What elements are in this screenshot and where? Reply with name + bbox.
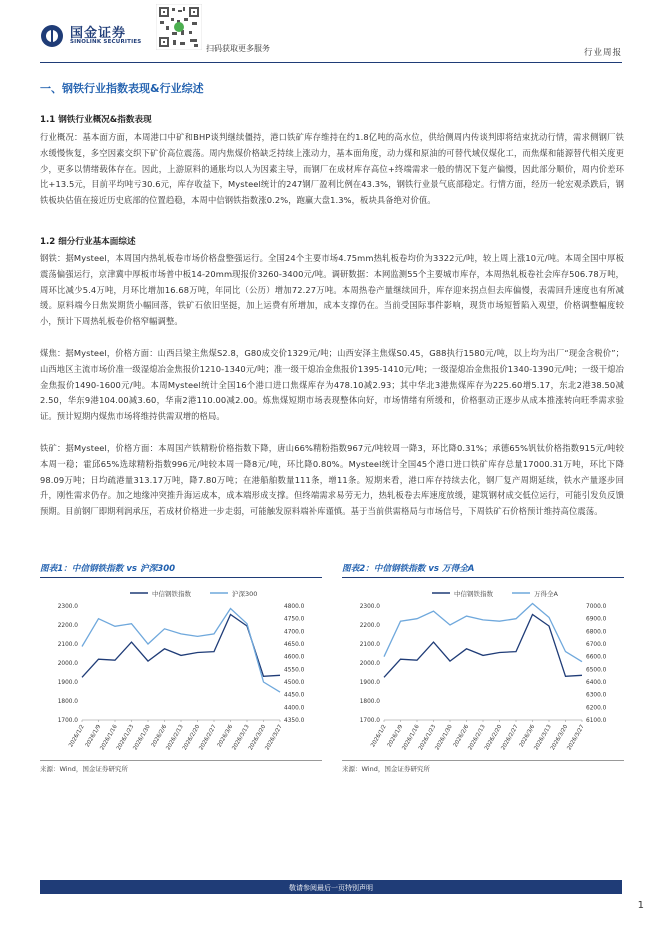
series-line-1 [384,604,582,662]
x-tick-label: 2026/2/20 [483,724,504,752]
x-tick-label: 2026/2/6 [452,724,471,749]
figure-1-divider [40,577,322,578]
subsection-title-1-1: 1.1 钢铁行业概况&指数表现 [40,115,152,125]
figure-2-source: 来源：Wind，国金证券研究所 [342,765,430,773]
y-right-tick-label: 4450.0 [284,692,305,699]
iron-ore-paragraph: 铁矿：据Mysteel，价格方面：本周国产铁精粉价格指数下降，唐山66%精粉指数967元/吨较周一降3，环比降0.31%；承德65%钒钛价格指数915元/吨较本周一稳；霍邱65%选球精粉指数996元/吨较本周一降8元/吨，环比降0.80%。Mysteel统计全国45个港口进口铁矿库存总量17000.31万吨，环比下降98.09万吨；日均疏港量313.17万吨，降7.80万吨；在港船舶数量111条，增11条。短期来看，港口库存持续去化，钢厂复产周期延续，铁水产量逐步回升，刚性需求仍存。加之地缘冲突推升海运成本，成本端形成支撑。但终端需求易劳无力，热轧板卷去库速度放缓，建筑钢材成交低位运行，可能引发负反馈预期。目前钢厂即期利润承压，若成材价格进一步走弱，可能触发原料端补库谨慎。基于当前供需格局与市场信号，下周铁矿石价格预计维持高位震荡。 [40,443,624,517]
x-tick-label: 2026/1/2 [370,724,388,749]
x-tick-label: 2026/2/27 [500,724,520,752]
x-tick-label: 2026/1/23 [417,724,438,752]
y-left-tick-label: 2000.0 [57,661,78,667]
y-right-tick-label: 4350.0 [284,718,305,724]
x-tick-label: 2026/1/16 [99,724,119,752]
coal-coke-paragraph: 煤焦：据Mysteel，价格方面：山西吕梁主焦煤S2.8，G80成交价1329元/吨；山西安泽主焦煤S0.45，G88执行1580元/吨，以上均为出厂“现金含税价”；山西地区主流市场价准一级湿熄冶金焦报价1210-1340元/吨；准一级干熄冶金焦报价1395-1410元/吨；一级湿熄冶金焦报价1340-1390元/吨；一级干熄冶金焦报价1490-1600元/吨。本周Mysteel统计全国16个港口进口焦煤库存为478.10减2.93；其中华北3港焦煤库存为225.60增5.17，东北2港38.50减2.50，华东9港104.00减3.60，华南2港110.00减2.00。炼焦煤短期市场表现整体向好，市场情绪有所缓和，价格驱动正逐步从成本推涨转向旺季需求验证。预计短期内煤焦市场将维持供需双增的格局。 [40,348,624,422]
figure-1-bottom-divider [40,760,322,761]
x-tick-label: 2026/3/20 [549,724,570,752]
x-tick-label: 2026/3/6 [518,724,537,749]
x-tick-label: 2026/1/23 [115,724,136,752]
y-left-tick-label: 2200.0 [359,623,380,629]
y-right-tick-label: 6800.0 [586,629,607,636]
x-tick-label: 2026/3/27 [264,724,284,752]
y-right-tick-label: 4400.0 [284,705,305,712]
x-tick-label: 2026/2/13 [467,724,487,752]
doc-type: 行业周报 [583,48,622,58]
y-left-tick-label: 1800.0 [359,699,380,705]
y-left-tick-label: 2100.0 [359,642,380,648]
page-number: 1 [637,900,644,911]
x-tick-label: 2026/2/27 [198,724,218,752]
y-left-tick-label: 2300.0 [359,604,380,610]
series-line-0 [82,615,280,678]
x-tick-label: 2026/3/6 [216,724,235,749]
x-tick-label: 2026/2/6 [150,724,169,749]
y-left-tick-label: 2300.0 [57,604,78,610]
x-tick-label: 2026/1/2 [68,724,86,749]
y-left-tick-label: 1800.0 [57,699,78,705]
y-right-tick-label: 7000.0 [586,604,607,610]
brand-name-en: SINOLINK SECURITIES [70,39,142,45]
figure-1-source: 来源：Wind，国金证券研究所 [40,765,128,773]
y-right-tick-label: 6600.0 [586,654,607,661]
y-right-tick-label: 6400.0 [586,680,607,686]
y-right-tick-label: 4650.0 [284,642,305,648]
x-tick-label: 2026/1/30 [132,724,152,752]
y-right-tick-label: 6500.0 [586,667,607,674]
y-left-tick-label: 2000.0 [359,661,380,667]
industry-overview-paragraph: 行业概况：基本面方面，本周港口中矿和BHP谈判继续僵持，港口铁矿库存维持在约1.8亿吨的高水位，供给侧周内传谈判即将结束扰动行情，需求侧钢厂铁水缓慢恢复，多空因素交织下矿价高位震荡。周内焦煤价格缺乏持续上涨动力，基本面角度，动力煤和原油的可替代域仅煤化工，而焦煤和能源替代相关度更少，更多以情绪载体存在。因此，上游原料的通胀均以人为因素主导，而钢厂在成材库存高位+终端需求一般的情况下复产偏慢，因此部分顺价，周内价差环比+13.5元，目前平均吨亏30.6元，库存收益下，Mysteel统计的247钢厂盈利比例在43.3%，钢铁行业景气底部稳定。行情方面，经历一轮宏观杀跌后，钢铁板块估值在接近历史底部的位置趋稳，本周中信钢铁指数涨0.2%，跑赢大盘1.3%，板块具备绝对价值。 [40,132,624,206]
y-left-tick-label: 2200.0 [57,623,78,629]
x-tick-label: 2026/1/9 [386,724,405,749]
y-right-tick-label: 6700.0 [586,642,607,648]
y-right-tick-label: 6200.0 [586,705,607,712]
y-right-tick-label: 6900.0 [586,616,607,623]
y-right-tick-label: 4600.0 [284,654,305,661]
y-right-tick-label: 4550.0 [284,667,305,674]
y-left-tick-label: 1700.0 [57,718,78,724]
footer-disclaimer[interactable]: 敬请参阅最后一页特别声明 [289,884,373,892]
header-divider [40,62,622,63]
x-tick-label: 2026/3/27 [566,724,586,752]
page-header [0,0,662,70]
legend-label-0: 中信钢铁指数 [152,590,191,598]
steel-paragraph: 钢铁：据Mysteel，本周国内热轧板卷市场价格盘整强运行。全国24个主要市场4.75mm热轧板卷均价为3322元/吨，较上周上涨10元/吨。本周全国中厚板震荡偏强运行，京津冀中厚板市场普中板14-20mm现报价3260-3400元/吨。调研数据：本网监测55个主要城市库存，本周热轧板卷社会库存506.78万吨，周环比减少5.4万吨，月环比增加16.68万吨，年同比（公历）增加72.27万吨。本周热卷产量继续回升，库存迎来拐点但去库偏慢，表需回升速度也有所减缓。原料端今日焦炭期货小幅回落，铁矿石依旧坚挺，加上运费有所增加，成本支撑仍在。当前受国际事件影响，现货市场短暂陷入观望，价格调整幅度较小，预计下周热轧板卷价格窄幅调整。 [40,253,624,327]
x-tick-label: 2026/1/30 [434,724,454,752]
legend-label-0: 中信钢铁指数 [454,590,493,598]
chart-steel-vs-wind-all-a [342,580,624,760]
y-right-tick-label: 4700.0 [284,629,305,636]
chart-steel-vs-hs300 [40,580,322,760]
x-tick-label: 2026/3/20 [247,724,268,752]
page-footer [0,878,662,936]
y-right-tick-label: 4750.0 [284,616,305,623]
legend-label-1: 万得全A [534,590,558,598]
y-left-tick-label: 1900.0 [57,680,78,686]
y-right-tick-label: 6100.0 [586,718,607,724]
y-right-tick-label: 4500.0 [284,680,305,686]
x-tick-label: 2026/1/16 [401,724,421,752]
qr-code-icon[interactable] [156,4,202,50]
x-tick-label: 2026/1/9 [84,724,103,749]
x-tick-label: 2026/3/13 [231,724,251,752]
x-tick-label: 2026/2/20 [181,724,202,752]
figure-2-bottom-divider [342,760,624,761]
sinolink-logo-icon [40,24,64,48]
x-tick-label: 2026/2/13 [165,724,185,752]
section-title: 一、钢铁行业指数表现&行业综述 [40,82,204,95]
y-right-tick-label: 4800.0 [284,604,305,610]
brand-name: 国金证券 [70,26,127,41]
y-left-tick-label: 2100.0 [57,642,78,648]
x-tick-label: 2026/3/13 [533,724,553,752]
figure-2-title: 图表2：中信钢铁指数 vs 万得全A [342,564,475,574]
scan-prompt: 扫码获取更多服务 [206,44,270,53]
y-left-tick-label: 1700.0 [359,718,380,724]
legend-label-1: 沪深300 [232,590,258,598]
y-left-tick-label: 1900.0 [359,680,380,686]
subsection-title-1-2: 1.2 细分行业基本面综述 [40,237,136,247]
y-right-tick-label: 6300.0 [586,692,607,699]
figure-1-title: 图表1：中信钢铁指数 vs 沪深300 [40,564,176,574]
figure-2-divider [342,577,624,578]
series-line-1 [82,609,280,693]
